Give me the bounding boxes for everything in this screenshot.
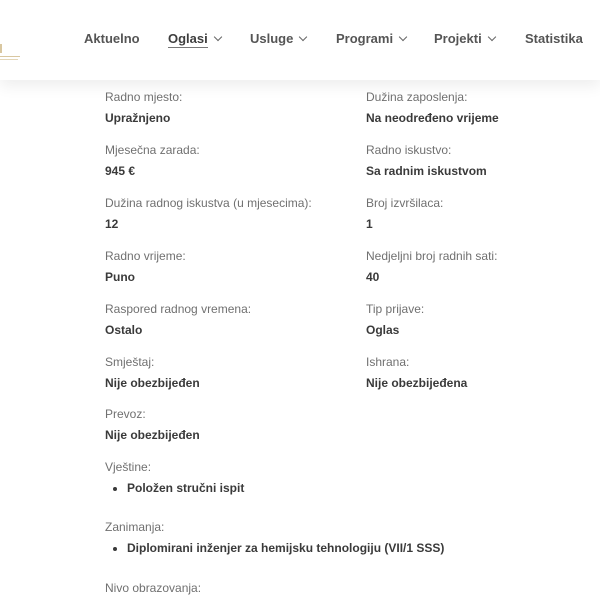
- field-label: Mjesečna zarada:: [105, 143, 200, 157]
- field-label: Broj izvršilaca:: [366, 196, 444, 210]
- field-label: Dužina radnog iskustva (u mjesecima):: [105, 196, 312, 210]
- field-label: Radno mjesto:: [105, 90, 183, 104]
- field-value: Nije obezbijeđen: [105, 428, 200, 442]
- nav-item-usluge[interactable]: [250, 31, 306, 47]
- nav-item-oglasi[interactable]: [168, 31, 221, 47]
- field-smjestaj: [105, 355, 200, 390]
- field-vjestine: [105, 460, 244, 495]
- field-zanimanja: [105, 520, 444, 555]
- nav-item-label: Statistika: [525, 31, 583, 46]
- nav-item-label: Usluge: [250, 31, 294, 46]
- field-nivo-obrazovanja: [105, 581, 201, 595]
- nav-item-projekti[interactable]: [434, 31, 495, 47]
- field-value: Puno: [105, 270, 135, 284]
- field-nedjeljni-broj-radnih-sati: [366, 249, 497, 284]
- nav-item-label: Projekti: [434, 31, 482, 46]
- field-prevoz: [105, 407, 200, 442]
- list-item: • Položen stručni ispit: [127, 481, 244, 495]
- field-label: Radno vrijeme:: [105, 249, 186, 263]
- nav-item-label: Aktuelno: [84, 31, 140, 46]
- logo-line: [0, 56, 20, 57]
- field-value: Upražnjeno: [105, 111, 171, 125]
- field-tip-prijave: [366, 302, 424, 337]
- field-radno-iskustvo: [366, 143, 487, 178]
- field-label: Nedjeljni broj radnih sati:: [366, 249, 498, 263]
- chevron-down-icon: [487, 33, 495, 41]
- site-logo[interactable]: [0, 44, 22, 62]
- field-label: Ishrana:: [366, 355, 410, 369]
- field-value: 945 €: [105, 164, 136, 178]
- field-mjesecna-zarada: [105, 143, 200, 178]
- field-ishrana: [366, 355, 467, 390]
- nav-item-label: Programi: [336, 31, 394, 46]
- field-label: Nivo obrazovanja:: [105, 581, 202, 595]
- logo-mark: [0, 44, 2, 53]
- field-label: Vještine:: [105, 460, 152, 474]
- field-duzina-radnog-iskustva: [105, 196, 312, 231]
- logo-line: [0, 59, 18, 60]
- top-navigation-bar: [0, 0, 600, 80]
- field-radno-mjesto: [105, 90, 182, 125]
- field-value: Nije obezbijeđena: [366, 376, 468, 390]
- nav-item-label: Oglasi: [168, 31, 208, 46]
- field-broj-izvrsilaca: [366, 196, 443, 231]
- field-value: Sa radnim iskustvom: [366, 164, 487, 178]
- field-value: Oglas: [366, 323, 400, 337]
- field-value: Na neodređeno vrijeme: [366, 111, 499, 125]
- list-item: • Diplomirani inženjer za hemijsku tehnologiju (VII/1 SSS): [127, 541, 444, 555]
- field-value: Nije obezbijeđen: [105, 376, 200, 390]
- field-label: Smještaj:: [105, 355, 155, 369]
- nav-item-programi[interactable]: [336, 31, 406, 47]
- field-label: Dužina zaposlenja:: [366, 90, 468, 104]
- field-duzina-zaposlenja: [366, 90, 499, 125]
- field-radno-vrijeme: [105, 249, 186, 284]
- field-raspored-radnog-vremena: [105, 302, 251, 337]
- chevron-down-icon: [214, 33, 222, 41]
- skills-list: [105, 481, 244, 495]
- field-label: Tip prijave:: [366, 302, 425, 316]
- field-label: Raspored radnog vremena:: [105, 302, 252, 316]
- field-label: Radno iskustvo:: [366, 143, 452, 157]
- occupations-list: [105, 541, 444, 555]
- chevron-down-icon: [299, 33, 307, 41]
- field-label: Zanimanja:: [105, 520, 165, 534]
- field-value: Ostalo: [105, 323, 143, 337]
- nav-item-statistika[interactable]: [525, 31, 583, 47]
- field-label: Prevoz:: [105, 407, 146, 421]
- field-value: 40: [366, 270, 380, 284]
- nav-item-aktuelno[interactable]: [84, 31, 140, 47]
- field-value: 1: [366, 217, 373, 231]
- chevron-down-icon: [399, 33, 407, 41]
- field-value: 12: [105, 217, 119, 231]
